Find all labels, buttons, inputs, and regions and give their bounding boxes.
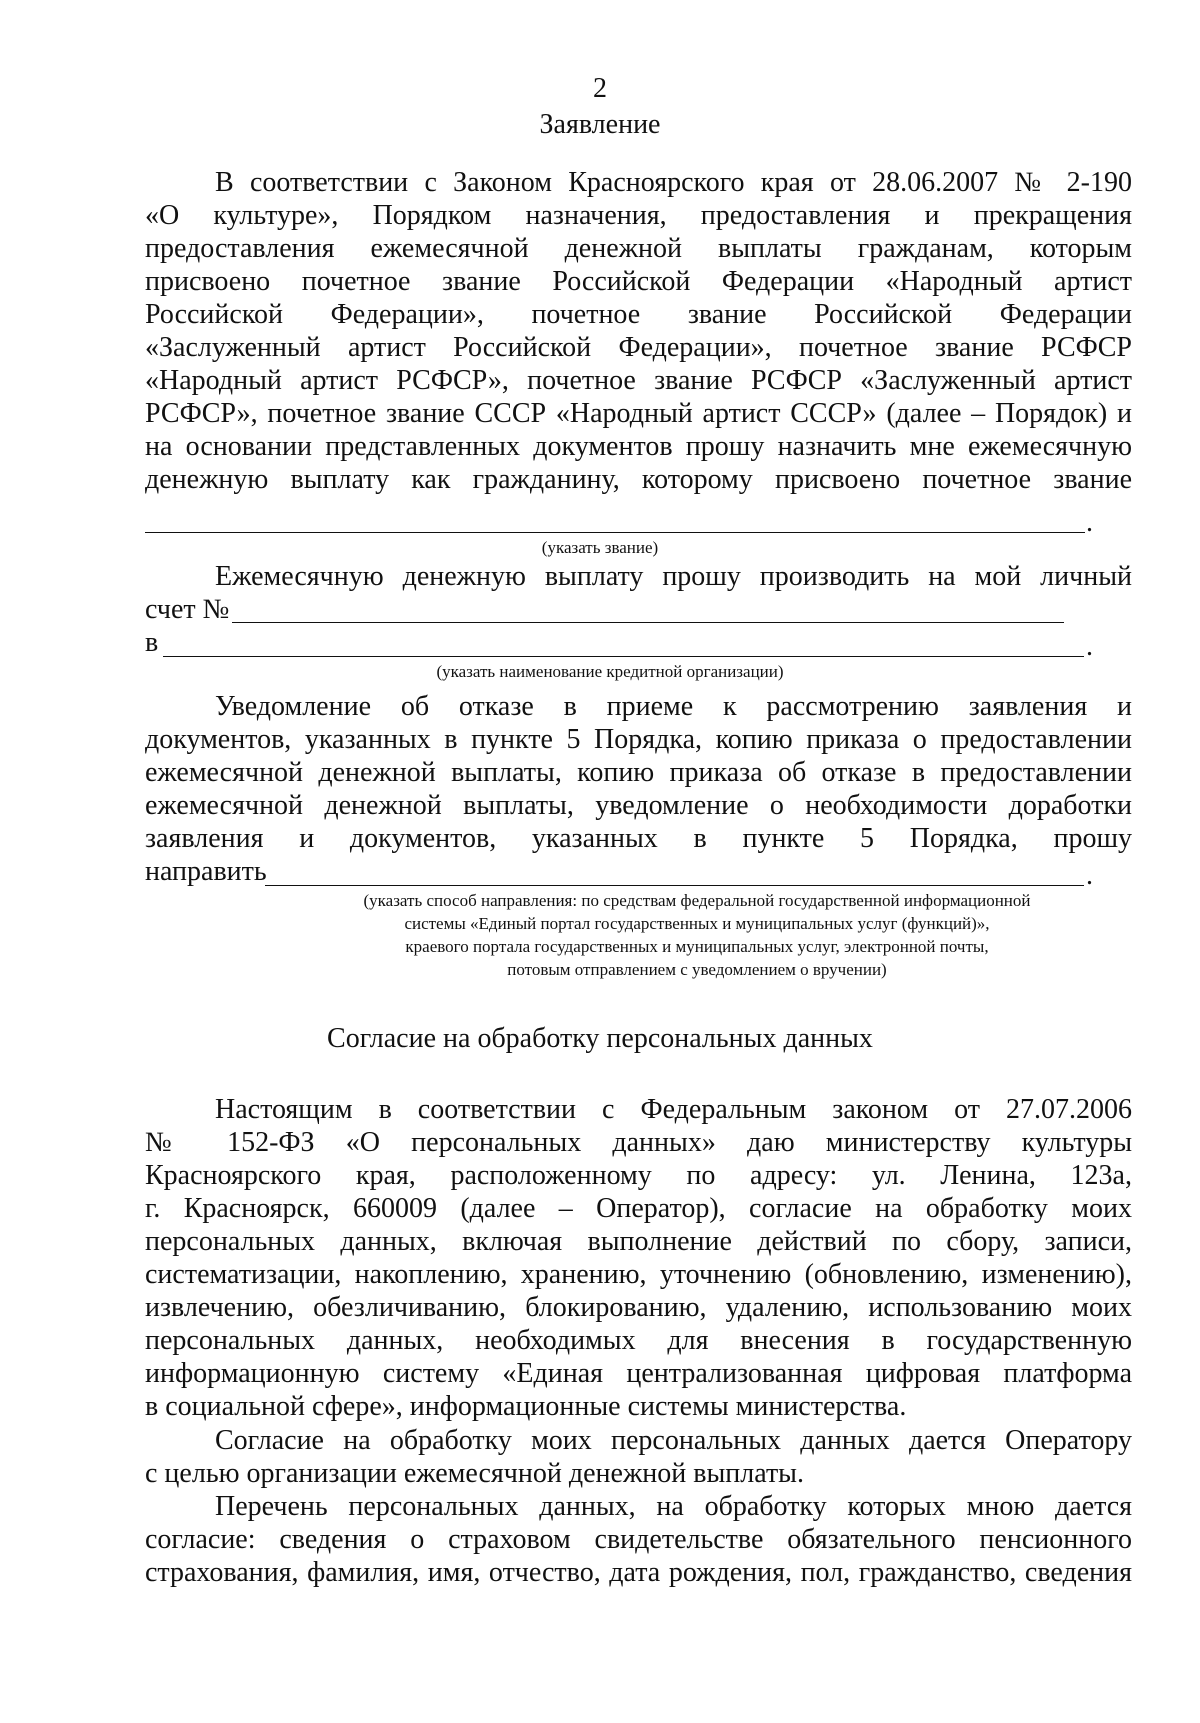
text-line: РСФСР», почетное звание СССР «Народный артист СССР» (далее – Порядок) и [145,398,1132,429]
consent-heading: Согласие на обработку персональных данных [327,1023,873,1054]
text-line: присвоено почетное звание Российской Федерации «Народный артист [145,266,1132,297]
text-line: на основании представленных документов прошу назначить мне ежемесячную [145,431,1132,462]
text-line: персональных данных, необходимых для внесения в государственную [145,1325,1132,1356]
period: . [1086,860,1093,891]
text-line: документов, указанных в пункте 5 Порядка, копию приказа о предоставлении [145,724,1132,755]
account-label: счет № [145,594,230,625]
text-line: г. Красноярск, 660009 (далее – Оператор), согласие на обработку моих [145,1193,1132,1224]
text-line: направить [145,856,267,887]
text-line: персональных данных, включая выполнение действий по сбору, записи, [145,1226,1132,1257]
hint-line: краевого портала государственных и муниципальных услуг, электронной почты, [405,937,989,956]
text-line: денежную выплату как гражданину, которому присвоено почетное звание [145,464,1132,495]
payment-line: Ежемесячную денежную выплату прошу производить на мой личный [215,561,1132,592]
text-line: № 152-ФЗ «О персональных данных» даю министерству культуры [145,1127,1132,1158]
text-line: Красноярского края, расположенному по адресу: ул. Ленина, 123а, [145,1160,1132,1191]
text-line: согласие: сведения о страховом свидетельстве обязательного пенсионного [145,1524,1132,1555]
delivery-method-field[interactable] [265,885,1084,886]
text-line: страхования, фамилия, имя, отчество, дата рождения, пол, гражданство, сведения [145,1557,1132,1588]
text-line: Уведомление об отказе в приеме к рассмотрению заявления и [215,691,1132,722]
text-line: Перечень персональных данных, на обработку которых мною дается [215,1491,1132,1522]
account-number-field[interactable] [232,622,1064,623]
text-line: информационную систему «Единая централизованная цифровая платформа [145,1358,1132,1389]
text-line: «Народный артист РСФСР», почетное звание РСФСР «Заслуженный артист [145,365,1132,396]
text-line: заявления и документов, указанных в пункте 5 Порядка, прошу [145,823,1132,854]
bank-hint: (указать наименование кредитной организации) [436,662,784,681]
text-line: Российской Федерации», почетное звание Российской Федерации [145,299,1132,330]
hint-line: системы «Единый портал государственных и муниципальных услуг (функций)», [404,914,990,933]
hint-line: (указать способ направления: по средствам федеральной государственной информационной [363,891,1031,910]
text-line: извлечению, обезличиванию, блокированию, удалению, использованию моих [145,1292,1132,1323]
hint-line: потовым отправлением с уведомлением о вручении) [507,960,887,979]
text-line: ежемесячной денежной выплаты, уведомление о необходимости доработки [145,790,1132,821]
honorary-title-field[interactable] [145,532,1085,533]
text-line: в социальной сфере», информационные системы министерства. [145,1391,907,1422]
text-line: Настоящим в соответствии с Федеральным законом от 27.07.2006 [215,1094,1132,1125]
bank-prefix: в [145,627,159,658]
period: . [1086,631,1093,662]
text-line: предоставления ежемесячной денежной выплаты гражданам, которым [145,233,1132,264]
text-line: В соответствии с Законом Красноярского края от 28.06.2007 № 2-190 [215,167,1132,198]
text-line: Согласие на обработку моих персональных данных дается Оператору [215,1425,1132,1456]
document-title: Заявление [539,109,661,140]
text-line: систематизации, накоплению, хранению, уточнению (обновлению, изменению), [145,1259,1132,1290]
period: . [1086,507,1093,538]
text-line: «О культуре», Порядком назначения, предоставления и прекращения [145,200,1132,231]
honorary-title-hint: (указать звание) [541,538,659,557]
text-line: ежемесячной денежной выплаты, копию приказа об отказе в предоставлении [145,757,1132,788]
text-line: с целью организации ежемесячной денежной выплаты. [145,1458,804,1489]
bank-name-field[interactable] [163,656,1084,657]
text-line: «Заслуженный артист Российской Федерации», почетное звание РСФСР [145,332,1132,363]
page-number: 2 [593,73,607,104]
